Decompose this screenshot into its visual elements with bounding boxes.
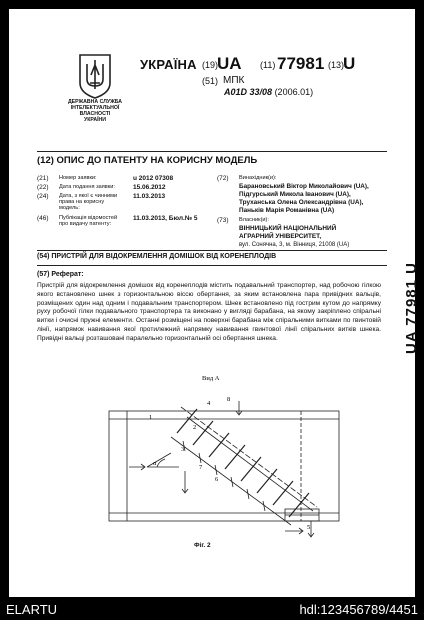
inid-code: (22)	[37, 184, 49, 191]
part-number: 1	[149, 414, 153, 421]
part-number: 7	[199, 464, 203, 471]
inid-code-19: (19)	[202, 60, 219, 70]
part-number: 2	[193, 424, 197, 431]
abstract-heading: (57) Реферат:	[37, 271, 84, 278]
country-code: UA	[217, 54, 242, 73]
owner-address: вул. Сонячна, 3, м. Вінниця, 21008 (UA)	[239, 242, 350, 248]
ipc-class: A01D 33/08	[224, 87, 273, 97]
inventors-list	[239, 183, 369, 215]
owner-name: ВІННИЦЬКИЙ НАЦІОНАЛЬНИЙ АГРАРНИЙ УНІВЕРСИТЕТ,	[239, 225, 337, 240]
biblio-row	[37, 175, 217, 184]
mpk-label: МПК	[223, 75, 245, 86]
part-number: 4	[207, 400, 211, 407]
repository-name: ELARTU	[6, 602, 58, 617]
inventor: Барановський Віктор Миколайович (UA),	[239, 183, 369, 190]
inid-code-13: (13)	[328, 60, 345, 70]
trident-emblem-icon	[77, 53, 113, 99]
view-label: Вид А	[202, 375, 220, 382]
divider	[37, 151, 387, 152]
patent-page	[9, 9, 420, 597]
inid-code: (24)	[37, 193, 49, 200]
inventors-label: Винахідник(и):	[239, 175, 277, 181]
biblio-value: 11.03.2013	[133, 193, 166, 200]
owner-label: Власник(и):	[239, 217, 269, 223]
biblio-label: Публікація відомостей про видачу патенту:	[59, 215, 118, 227]
ipc-version: (2006.01)	[274, 87, 314, 97]
technical-drawing	[89, 371, 359, 561]
biblio-row	[37, 193, 217, 215]
biblio-label: Дата, з якої є чинними права на корисну модель:	[59, 193, 118, 211]
footer-bar	[0, 598, 424, 620]
ipc-classification	[224, 87, 313, 97]
agency-name: ДЕРЖАВНА СЛУЖБА ІНТЕЛЕКТУАЛЬНОЇ ВЛАСНОСТІ УКРАЇНИ	[67, 99, 123, 123]
inventor: Паньків Марія Романівна (UA)	[239, 207, 335, 214]
divider	[37, 265, 387, 266]
inid-code-72: (72)	[217, 175, 229, 182]
abstract-text: Пристрій для відокремлення домішок від коренеплодів містить подавальний транспортер, над робочою гілкою якого встановлено шнек з горизонтальною віссю обертання, за яким встановлена пара привідних вальців, розміщених один над одним і подавальним транспортером. Шнек встановлено під гострим кутом до напрямку руху робочої гілки подавального транспортера та виконано у вигляді барабана, на якому закріплено спіральні витки і очисні пружні елементи. Останні розміщені на поверхні барабана між спіральними витками по гвинтовій лінії, напрямок навивання якої протилежний напрямку навивання гвинтової лінії спіральних витків шнека. Привідні вальці розташовані паралельно горизонтальній осі обертання шнека.	[37, 282, 381, 342]
inventor: Підгурський Микола Іванович (UA),	[239, 191, 351, 198]
biblio-value: 15.06.2012	[133, 184, 166, 191]
handle-identifier: hdl:123456789/4451	[299, 602, 418, 617]
biblio-value: u 2012 07308	[133, 175, 174, 182]
biblio-row	[37, 215, 217, 229]
part-number: 3	[181, 446, 185, 453]
part-number: 8	[227, 396, 231, 403]
inid-code: (46)	[37, 215, 49, 222]
inid-code-51: (51)	[202, 76, 219, 86]
bibliographic-data-left	[37, 175, 217, 229]
angle-label: α	[153, 460, 157, 467]
patent-number: 77981	[277, 54, 325, 73]
biblio-label: Номер заявки:	[59, 175, 97, 181]
inid-code-11: (11)	[260, 60, 276, 70]
document-title: (12) ОПИС ДО ПАТЕНТУ НА КОРИСНУ МОДЕЛЬ	[37, 155, 258, 166]
part-number: 6	[215, 476, 219, 483]
inventor: Труханська Олена Олександрівна (UA),	[239, 199, 364, 206]
biblio-row	[37, 184, 217, 193]
side-patent-number: UA 77981 U	[403, 262, 420, 354]
inid-code: (21)	[37, 175, 49, 182]
document-kind: U	[343, 54, 356, 73]
part-number: 5	[307, 524, 311, 531]
country-name: УКРАЇНА	[140, 57, 197, 72]
biblio-label: Дата подання заявки:	[59, 184, 115, 190]
biblio-value: 11.03.2013, Бюл.№ 5	[133, 215, 198, 222]
invention-title: (54) ПРИСТРІЙ ДЛЯ ВІДОКРЕМЛЕННЯ ДОМІШОК ВІД КОРЕНЕПЛОДІВ	[37, 253, 277, 260]
divider	[37, 250, 387, 251]
inid-code-73: (73)	[217, 217, 229, 224]
figure-caption: Фіг. 2	[194, 542, 211, 549]
